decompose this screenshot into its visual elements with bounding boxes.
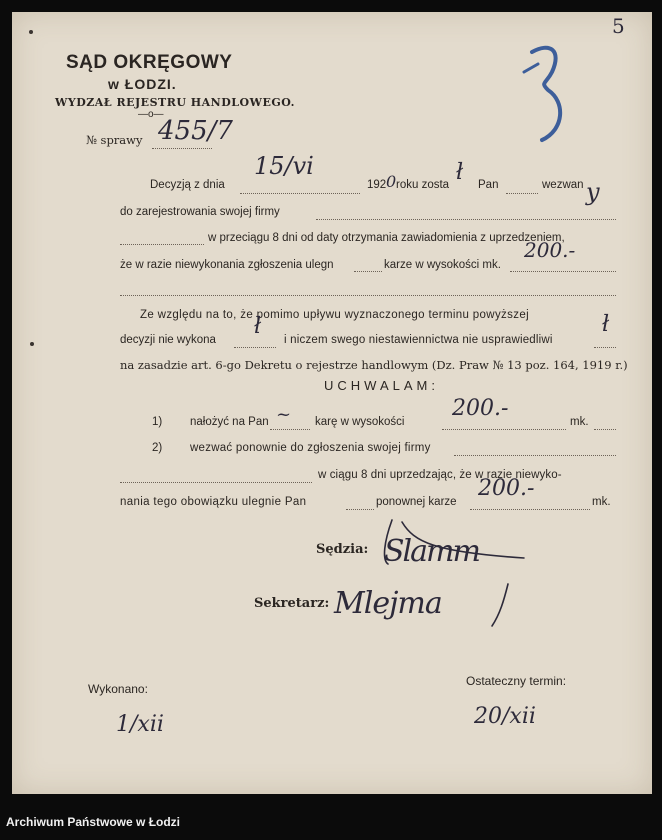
text-line: ponownej karze [376,496,457,508]
fill-line [120,482,312,483]
fine-amount-handwritten: 200.- [478,476,535,501]
text-line: nałożyć na Pan [190,416,269,428]
text-line: na zasadzie art. 6-go Dekretu o rejestrze handlowym (Dz. Praw № 13 poz. 164, 1919 r.) [120,358,628,372]
secretary-signature: Mlejma [334,586,442,621]
text-line: i niczem swego niestawiennictwa nie usprawiedliwi [284,334,553,346]
gender-ending-handwritten: ł [456,160,464,185]
fill-line [346,509,374,510]
fill-line [234,347,276,348]
archive-footer [0,794,662,840]
text-line: do zarejestrowania swojej firmy [120,206,280,218]
text-line: w przeciągu 8 dni od daty otrzymania zawiadomienia z uprzedzeniem, [208,232,565,244]
case-number-line [152,148,212,149]
fill-line [594,429,616,430]
punch-hole [29,30,33,34]
archive-name: Archiwum Państwowe w Łodzi [6,815,181,829]
punch-hole [30,342,34,346]
secretary-label: Sekretarz: [254,596,330,611]
text-line: Pan [478,179,499,191]
corner-number: 5 [612,14,625,38]
judge-label: Sędzia: [316,542,369,557]
fill-line [594,347,616,348]
fill-line [354,271,382,272]
court-name: SĄD OKRĘGOWY [66,52,233,73]
final-deadline-handwritten: 20/xii [474,704,536,729]
text-line: mk. [570,416,589,428]
text-line: roku zosta [396,179,450,191]
text-line: wezwać ponownie do zgłoszenia swojej firmy [190,442,431,454]
text-line: w ciągu 8 dni uprzedzając, że w razie niewyko- [318,469,562,481]
fill-line [270,429,310,430]
fill-line [510,271,616,272]
secretary-signature-stroke [482,580,522,630]
blue-corner-mark [520,32,590,152]
fill-line [120,244,204,245]
text-line: że w razie niewykonania zgłoszenia ulegn [120,259,334,271]
text-line: wezwan [542,179,584,191]
executed-date-handwritten: 1/xii [116,712,164,737]
decision-date-handwritten: 15/vi [254,152,314,180]
department-name: WYDZAŁ REJESTRU HANDLOWEGO. [55,96,295,109]
text-line: Decyzją z dnia [150,179,225,191]
judge-signature-stroke [374,512,534,572]
fill-line [316,219,616,220]
gender-ending-handwritten: ł [602,312,610,337]
fill-line [470,509,590,510]
item-number: 1) [152,416,163,428]
fine-amount-handwritten: 200.- [452,396,509,421]
gender-ending-handwritten: y [586,178,600,206]
fill-line [454,455,616,456]
resolution-heading: UCHWALAM: [324,378,439,393]
text-line: Ze względu na to, że pomimo upływu wyznaczonego terminu powyższej [140,309,530,321]
fill-line [120,295,616,296]
text-line: decyzji nie wykona [120,334,216,346]
fill-line [506,193,538,194]
item-number: 2) [152,442,163,454]
document-page [12,12,652,794]
gender-ending-handwritten: ł [254,314,262,339]
judge-signature: Slamm [384,534,479,569]
gender-ending-handwritten: ~ [276,404,292,425]
fill-line [240,193,360,194]
year-digit-handwritten: 0 [386,172,397,191]
header-ornament: —o— [138,109,164,120]
court-city: w ŁODZI. [108,76,177,92]
text-line: nania tego obowiązku ulegnie Pan [120,496,307,508]
text-line: mk. [592,496,611,508]
text-line: karę w wysokości [315,416,405,428]
case-number-handwritten: 455/7 [158,116,233,146]
final-deadline-label: Ostateczny termin: [466,674,567,688]
fill-line [442,429,566,430]
text-line: karze w wysokości mk. [384,259,501,271]
case-number-label: № sprawy [86,133,143,147]
executed-label: Wykonano: [88,682,148,696]
text-line: 192 [367,179,387,191]
fine-amount-handwritten: 200.- [524,238,576,262]
